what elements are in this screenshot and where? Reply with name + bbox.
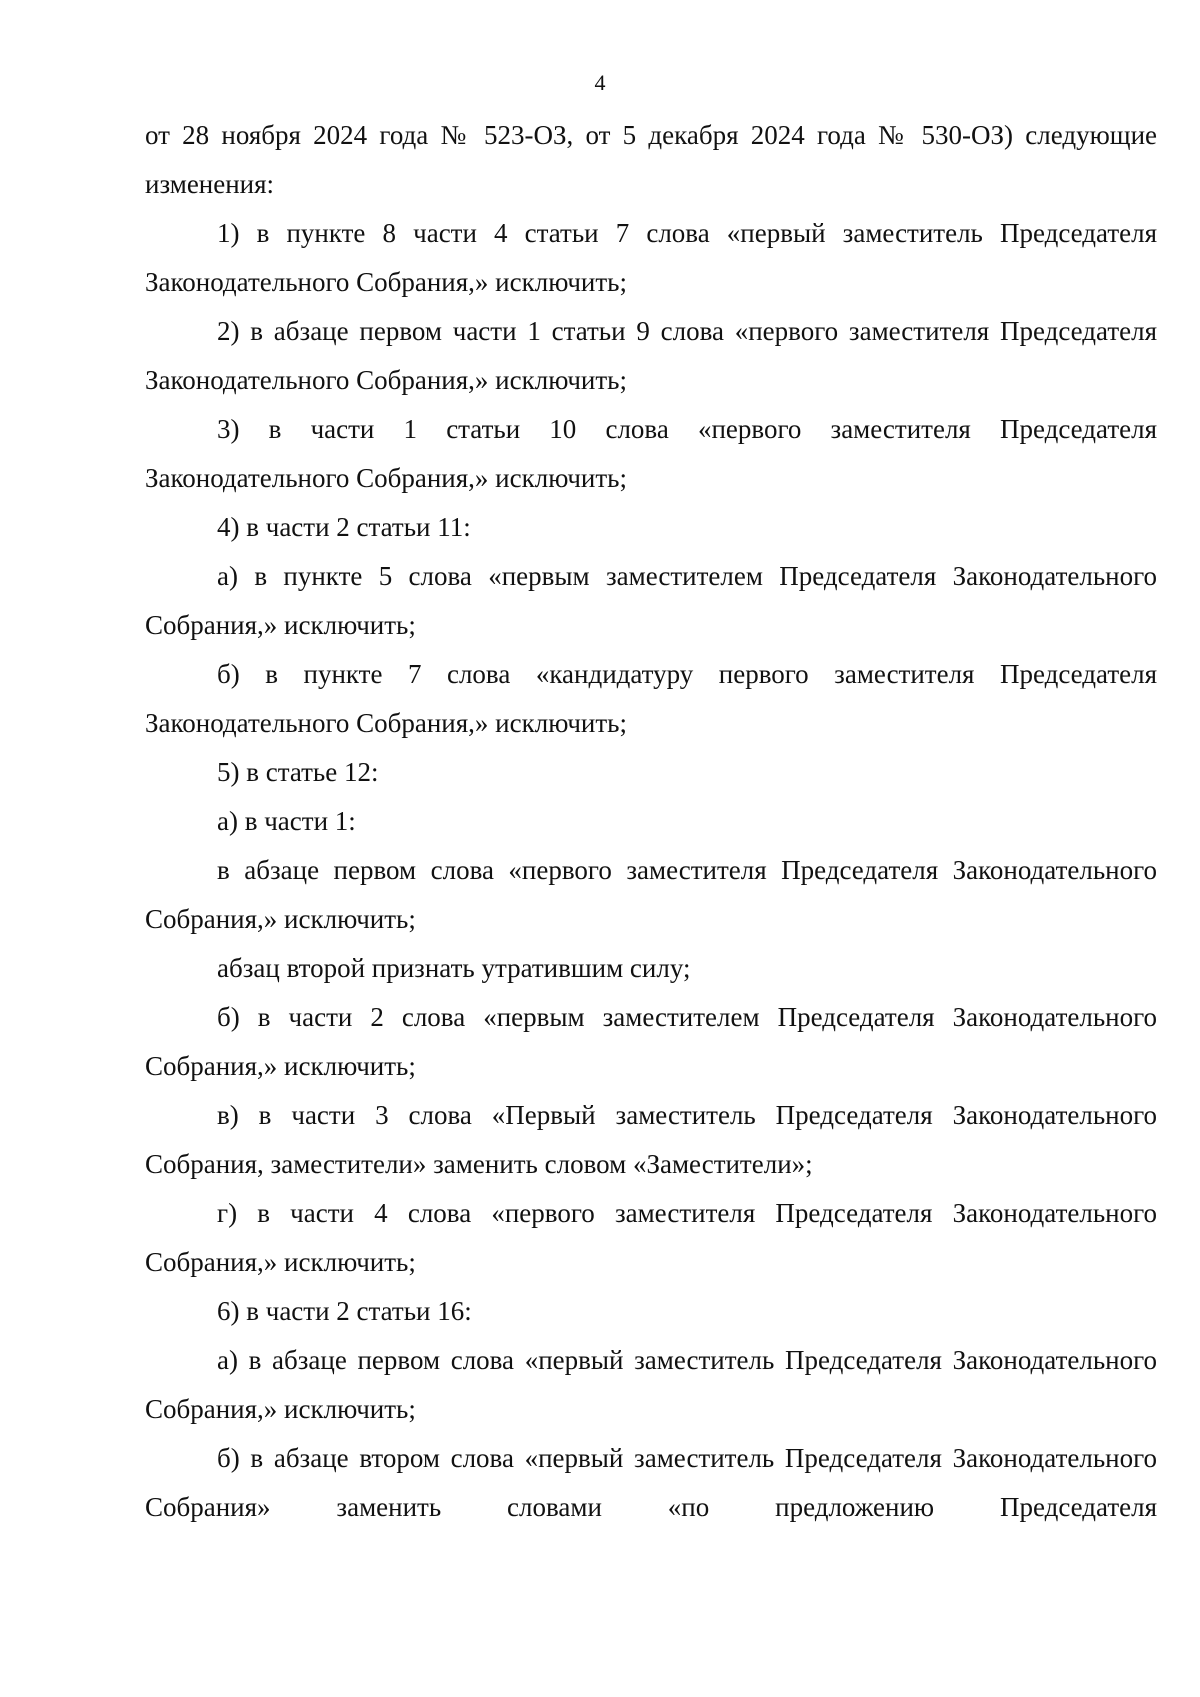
amendment-item-5a-para1: в абзаце первом слова «первого заместителя Председателя Законодательного Собрания,» исключить; xyxy=(145,855,1157,934)
page-number: 4 xyxy=(594,70,606,95)
amendment-item-5: 5) в статье 12: xyxy=(217,757,379,787)
amendment-item-5g: г) в части 4 слова «первого заместителя Председателя Законодательного Собрания,» исключить; xyxy=(145,1198,1157,1277)
amendment-item-1: 1) в пункте 8 части 4 статьи 7 слова «первый заместитель Председателя Законодательного Собрания,» исключить; xyxy=(145,218,1157,297)
paragraph-intro: от 28 ноября 2024 года № 523-ОЗ, от 5 декабря 2024 года № 530-ОЗ) следующие изменения: xyxy=(145,120,1157,199)
amendment-item-5v: в) в части 3 слова «Первый заместитель Председателя Законодательного Собрания, заместители» заменить словом «Заместители»; xyxy=(145,1100,1157,1179)
amendment-item-4: 4) в части 2 статьи 11: xyxy=(217,512,471,542)
amendment-item-2: 2) в абзаце первом части 1 статьи 9 слова «первого заместителя Председателя Законодательного Собрания,» исключить; xyxy=(145,316,1157,395)
amendment-item-3: 3) в части 1 статьи 10 слова «первого заместителя Председателя Законодательного Собрания,» исключить; xyxy=(145,414,1157,493)
amendment-item-5a-para2: абзац второй признать утратившим силу; xyxy=(217,953,691,983)
amendment-item-5a: а) в части 1: xyxy=(217,806,356,836)
amendment-item-6b: б) в абзаце втором слова «первый заместитель Председателя Законодательного Собрания» заменить словами «по предложению Председателя xyxy=(145,1443,1157,1522)
amendment-item-4b: б) в пункте 7 слова «кандидатуру первого заместителя Председателя Законодательного Собрания,» исключить; xyxy=(145,659,1157,738)
amendment-item-5b: б) в части 2 слова «первым заместителем Председателя Законодательного Собрания,» исключить; xyxy=(145,1002,1157,1081)
amendment-item-6a: а) в абзаце первом слова «первый заместитель Председателя Законодательного Собрания,» исключить; xyxy=(145,1345,1157,1424)
amendment-item-4a: а) в пункте 5 слова «первым заместителем Председателя Законодательного Собрания,» исключить; xyxy=(145,561,1157,640)
document-body xyxy=(145,111,1157,1532)
amendment-item-6: 6) в части 2 статьи 16: xyxy=(217,1296,472,1326)
